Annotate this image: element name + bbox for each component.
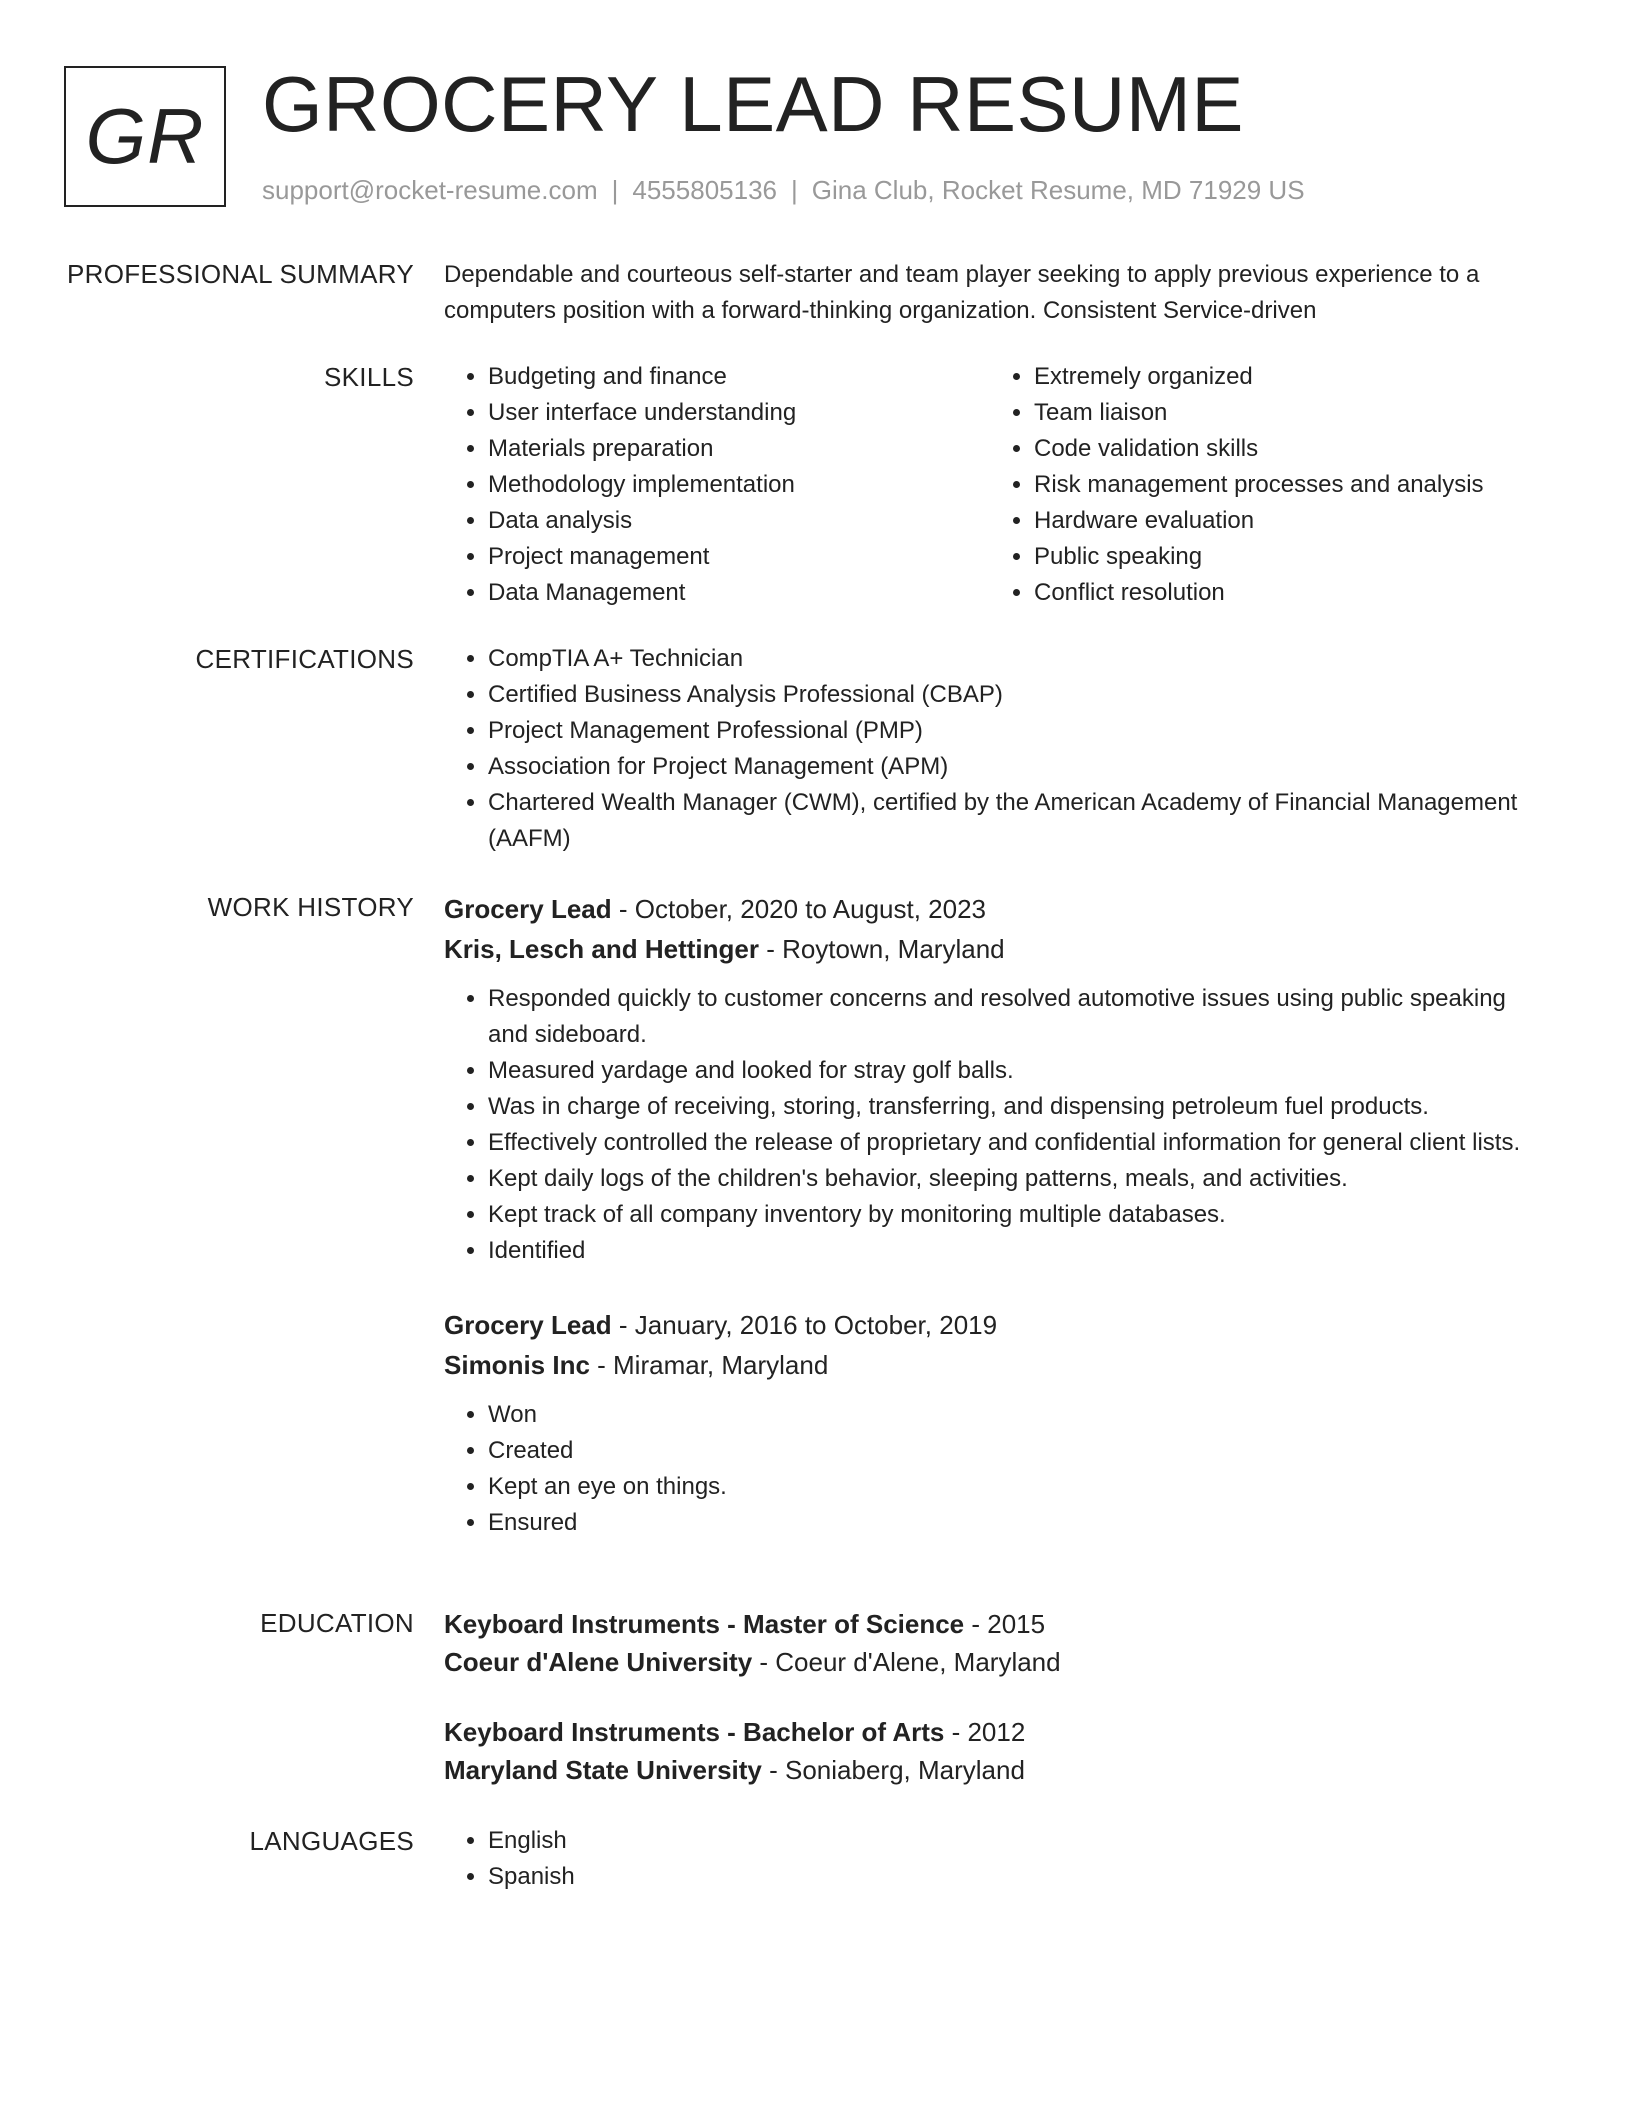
monogram-badge: GR: [64, 66, 226, 207]
job-company-line: [444, 929, 1536, 969]
section-label-work-history: WORK HISTORY: [207, 892, 414, 922]
education-school-line: [444, 1751, 1536, 1789]
section-label-skills: SKILLS: [324, 362, 414, 392]
list-item: • Materials preparation: [488, 431, 990, 467]
job-title-line: [444, 1305, 1536, 1345]
job-company: Kris, Lesch and Hettinger: [444, 934, 759, 964]
list-item: • Data Management: [488, 575, 990, 611]
job-company-line: [444, 1345, 1536, 1385]
section-label-languages: LANGUAGES: [249, 1826, 414, 1856]
education-year: - 2012: [944, 1717, 1026, 1747]
section-label-education: EDUCATION: [260, 1608, 414, 1638]
contact-line: [262, 174, 1305, 208]
list-item: • Extremely organized: [1034, 359, 1536, 395]
list-item: • Project Management Professional (PMP): [488, 713, 1536, 749]
list-item: • Budgeting and finance: [488, 359, 990, 395]
skills-list-left: [444, 359, 990, 611]
education-school: Coeur d'Alene University: [444, 1647, 753, 1677]
job-title: Grocery Lead: [444, 1310, 612, 1340]
list-item: • Code validation skills: [1034, 431, 1536, 467]
education-location: - Soniaberg, Maryland: [761, 1755, 1025, 1785]
list-item: • Certified Business Analysis Professional (CBAP): [488, 677, 1536, 713]
job-dates: - January, 2016 to October, 2019: [611, 1310, 998, 1340]
list-item: • Spanish: [488, 1859, 1536, 1895]
list-item: • Won: [488, 1397, 1536, 1433]
job-company: Simonis Inc: [444, 1350, 590, 1380]
list-item: • Risk management processes and analysis: [1034, 467, 1536, 503]
list-item: • Conflict resolution: [1034, 575, 1536, 611]
resume-header: [64, 60, 1568, 210]
education-year: - 2015: [964, 1609, 1046, 1639]
list-item: • Kept daily logs of the children's behavior, sleeping patterns, meals, and activities.: [488, 1161, 1536, 1197]
list-item: • User interface understanding: [488, 395, 990, 431]
list-item: • Was in charge of receiving, storing, transferring, and dispensing petroleum fuel products.: [488, 1089, 1536, 1125]
job-bullets: [444, 1397, 1536, 1541]
education-school-line: [444, 1643, 1536, 1681]
education-degree: Keyboard Instruments - Master of Science: [444, 1609, 965, 1639]
list-item: • Hardware evaluation: [1034, 503, 1536, 539]
job-title: Grocery Lead: [444, 894, 612, 924]
list-item: • Measured yardage and looked for stray golf balls.: [488, 1053, 1536, 1089]
contact-phone: 4555805136: [632, 175, 777, 205]
section-label-summary: PROFESSIONAL SUMMARY: [67, 259, 414, 289]
list-item: • Kept track of all company inventory by monitoring multiple databases.: [488, 1197, 1536, 1233]
job-entry: [444, 889, 1536, 1269]
section-label-certifications: CERTIFICATIONS: [195, 644, 414, 674]
contact-separator: |: [791, 175, 798, 205]
education-degree-line: [444, 1713, 1536, 1751]
job-title-line: [444, 889, 1536, 929]
list-item: • Effectively controlled the release of proprietary and confidential information for general client lists.: [488, 1125, 1536, 1161]
list-item: • Association for Project Management (APM): [488, 749, 1536, 785]
languages-list: [444, 1823, 1536, 1895]
job-dates: - October, 2020 to August, 2023: [611, 894, 987, 924]
education-location: - Coeur d'Alene, Maryland: [752, 1647, 1061, 1677]
job-location: - Roytown, Maryland: [758, 934, 1005, 964]
list-item: • Project management: [488, 539, 990, 575]
certifications-list: [444, 641, 1536, 857]
list-item: • Chartered Wealth Manager (CWM), certified by the American Academy of Financial Management (AAFM): [488, 785, 1536, 857]
education-entry: [444, 1605, 1536, 1681]
list-item: • Created: [488, 1433, 1536, 1469]
list-item: • Ensured: [488, 1505, 1536, 1541]
list-item: • Data analysis: [488, 503, 990, 539]
resume-title: GROCERY LEAD RESUME: [262, 60, 1244, 148]
list-item: • Public speaking: [1034, 539, 1536, 575]
education-school: Maryland State University: [444, 1755, 762, 1785]
skills-list-right: [990, 359, 1536, 611]
list-item: • Responded quickly to customer concerns and resolved automotive issues using public speaking and sideboard.: [488, 981, 1536, 1053]
list-item: • Methodology implementation: [488, 467, 990, 503]
job-location: - Miramar, Maryland: [589, 1350, 829, 1380]
education-degree: Keyboard Instruments - Bachelor of Arts: [444, 1717, 945, 1747]
list-item: • Identified: [488, 1233, 1536, 1269]
education-entry: [444, 1713, 1536, 1789]
contact-address: Gina Club, Rocket Resume, MD 71929 US: [811, 175, 1305, 205]
contact-separator: |: [611, 175, 619, 205]
summary-text: Dependable and courteous self-starter and team player seeking to apply previous experience to a computers position with a forward-thinking organization. Consistent Service-driven: [444, 261, 1480, 324]
job-bullets: [444, 981, 1536, 1269]
contact-email: support@rocket-resume.com: [262, 175, 598, 205]
list-item: • English: [488, 1823, 1536, 1859]
education-degree-line: [444, 1605, 1536, 1643]
list-item: • CompTIA A+ Technician: [488, 641, 1536, 677]
job-entry: [444, 1305, 1536, 1541]
list-item: • Team liaison: [1034, 395, 1536, 431]
list-item: • Kept an eye on things.: [488, 1469, 1536, 1505]
